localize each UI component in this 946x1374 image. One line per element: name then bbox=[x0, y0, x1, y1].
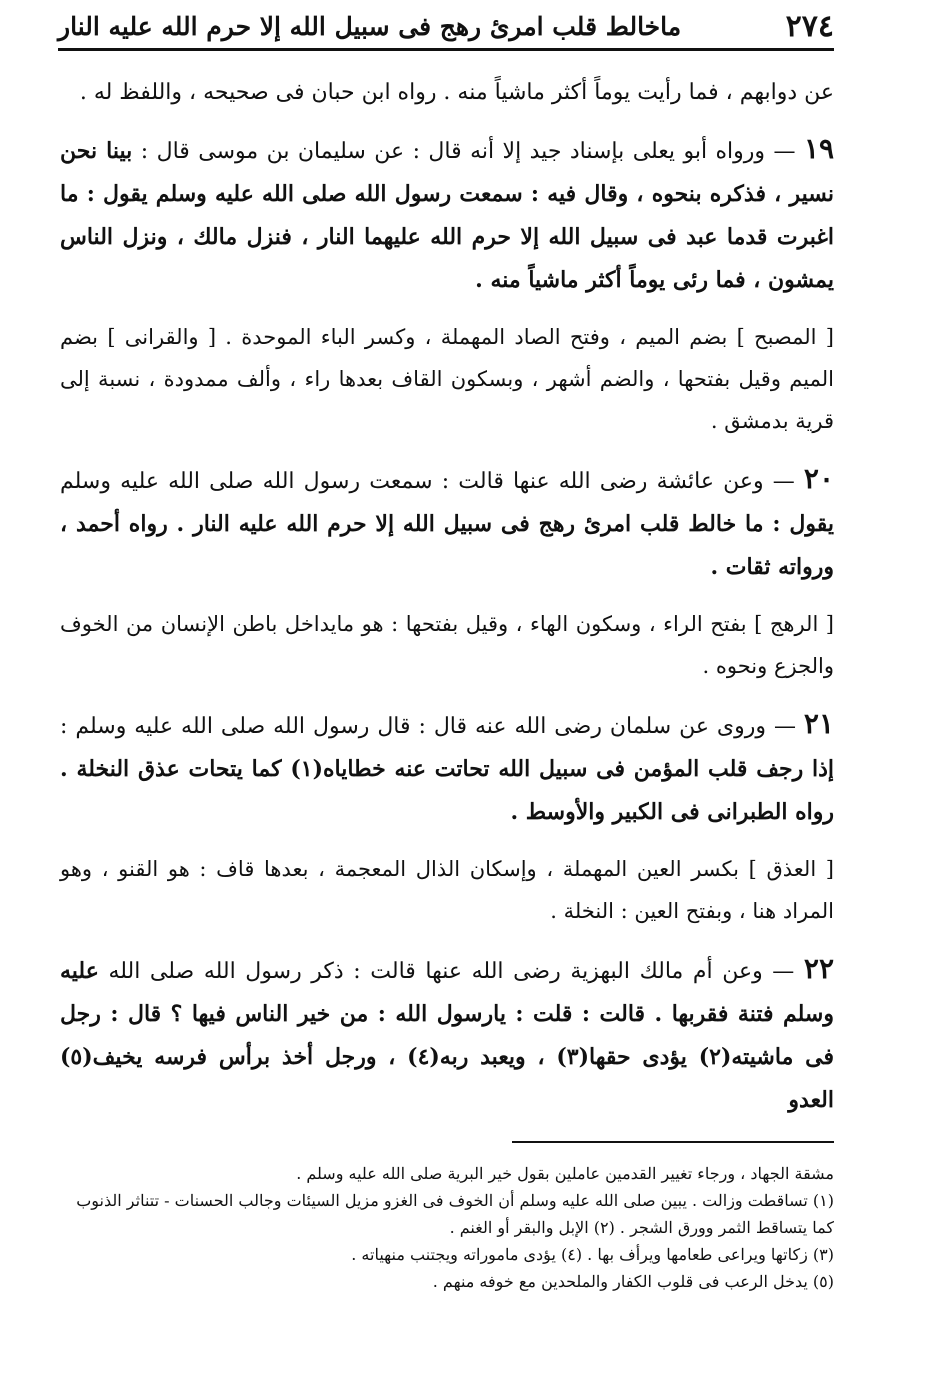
gloss-note bbox=[60, 603, 834, 687]
page-number: ٢٧٤ bbox=[785, 8, 834, 44]
footnote-line: (٣) زكاتها ويراعى طعامها ويرأف بها . (٤) يؤدى ماموراته ويجتنب منهياته . bbox=[351, 1245, 834, 1264]
running-title: ماخالط قلب امرئ رهج فى سبيل الله إلا حرم الله عليه النار bbox=[58, 11, 682, 41]
gloss-text: [ الرهج ] بفتح الراء ، وسكون الهاء ، وقيل بفتحها : هو مايداخل باطن الإنسان من الخوف والجزع ونحوه . bbox=[60, 612, 834, 678]
hadith-quote: إذا رجف قلب المؤمن فى سبيل الله تحاتت عنه خطاياه(١) كما يتحات عذق النخلة . رواه الطبرانى فى الكبير والأوسط . bbox=[60, 756, 834, 825]
hadith-continuation bbox=[60, 72, 834, 114]
hadith-text: عن دوابهم ، فما رأيت يوماً أكثر ماشياً منه . رواه ابن حبان فى صحيحه ، واللفظ له . bbox=[79, 80, 834, 105]
hadith-intro: — ورواه أبو يعلى بإسناد جيد إلا أنه قال : عن سليمان بن موسى قال : bbox=[140, 139, 796, 164]
hadith-number: ١٩ bbox=[803, 132, 835, 165]
gloss-text: [ العذق ] بكسر العين المهملة ، وإسكان الذال المعجمة ، بعدها قاف : هو القنو ، وهو المراد هنا ، وبفتح العين : النخلة . bbox=[60, 857, 834, 923]
hadith-20 bbox=[60, 458, 834, 589]
hadith-number: ٢١ bbox=[803, 707, 834, 740]
footnotes bbox=[60, 1160, 834, 1295]
hadith-19 bbox=[60, 128, 834, 302]
gloss-note bbox=[60, 316, 834, 442]
hadith-intro: — وعن عائشة رضى الله عنها قالت : سمعت رسول الله صلى الله عليه وسلم bbox=[60, 469, 795, 494]
hadith-intro: — وعن أم مالك البهزية رضى الله عنها قالت : ذكر رسول الله صلى الله bbox=[108, 959, 795, 984]
footnote-separator bbox=[512, 1141, 834, 1143]
hadith-number: ٢٢ bbox=[803, 952, 834, 985]
footnote-line: (٥) يدخل الرعب فى قلوب الكفار والملحدين مع خوفه منهم . bbox=[432, 1272, 834, 1291]
hadith-22 bbox=[60, 948, 834, 1122]
page-body bbox=[60, 72, 834, 1136]
hadith-quote: عليه وسلم فتنة فقربها . قالت : قلت : يارسول الله : من خير الناس فيها ؟ قال : رجل فى ماشيته(٢) يؤدى حقها(٣) ، ويعبد ربه(٤) ، ورجل أخذ برأس فرسه يخيف(٥) العدو bbox=[60, 958, 835, 1113]
footnote-line: (١) تساقطت وزالت . يبين صلى الله عليه وسلم أن الخوف فى الغزو مزيل السيئات وجالب الحسنات - تتناثر الذنوب كما يتساقط الثمر وورق الشجر . (٢) الإبل والبقر أو الغنم . bbox=[76, 1191, 834, 1237]
hadith-quote: بينا نحن نسير ، فذكره بنحوه ، وقال فيه : سمعت رسول الله صلى الله عليه وسلم يقول : ما اغبرت قدما عبد فى سبيل الله إلا حرم الله عليهما النار ، فنزل مالك ، ونزل الناس يمشون ، فما رئى يوماً أكثر ماشياً منه . bbox=[60, 138, 834, 293]
hadith-intro: — وروى عن سلمان رضى الله عنه قال : قال رسول الله صلى الله عليه وسلم : bbox=[60, 714, 796, 739]
gloss-note bbox=[60, 848, 834, 932]
footnote-line: مشقة الجهاد ، ورجاء تغيير القدمين عاملين بقول خير البرية صلى الله عليه وسلم . bbox=[296, 1164, 834, 1183]
hadith-number: ٢٠ bbox=[803, 462, 834, 495]
gloss-text: [ المصبح ] بضم الميم ، وفتح الصاد المهملة ، وكسر الباء الموحدة . [ والقرانى ] بضم الميم وقيل بفتحها ، والضم أشهر ، وبسكون القاف بعدها راء ، وألف ممدودة ، نسبة إلى قرية بدمشق . bbox=[60, 325, 834, 433]
hadith-quote: يقول : ما خالط قلب امرئ رهج فى سبيل الله إلا حرم الله عليه النار . رواه أحمد ، ورواته ثقات . bbox=[60, 511, 834, 580]
hadith-21 bbox=[60, 703, 834, 834]
page-header bbox=[58, 4, 834, 51]
